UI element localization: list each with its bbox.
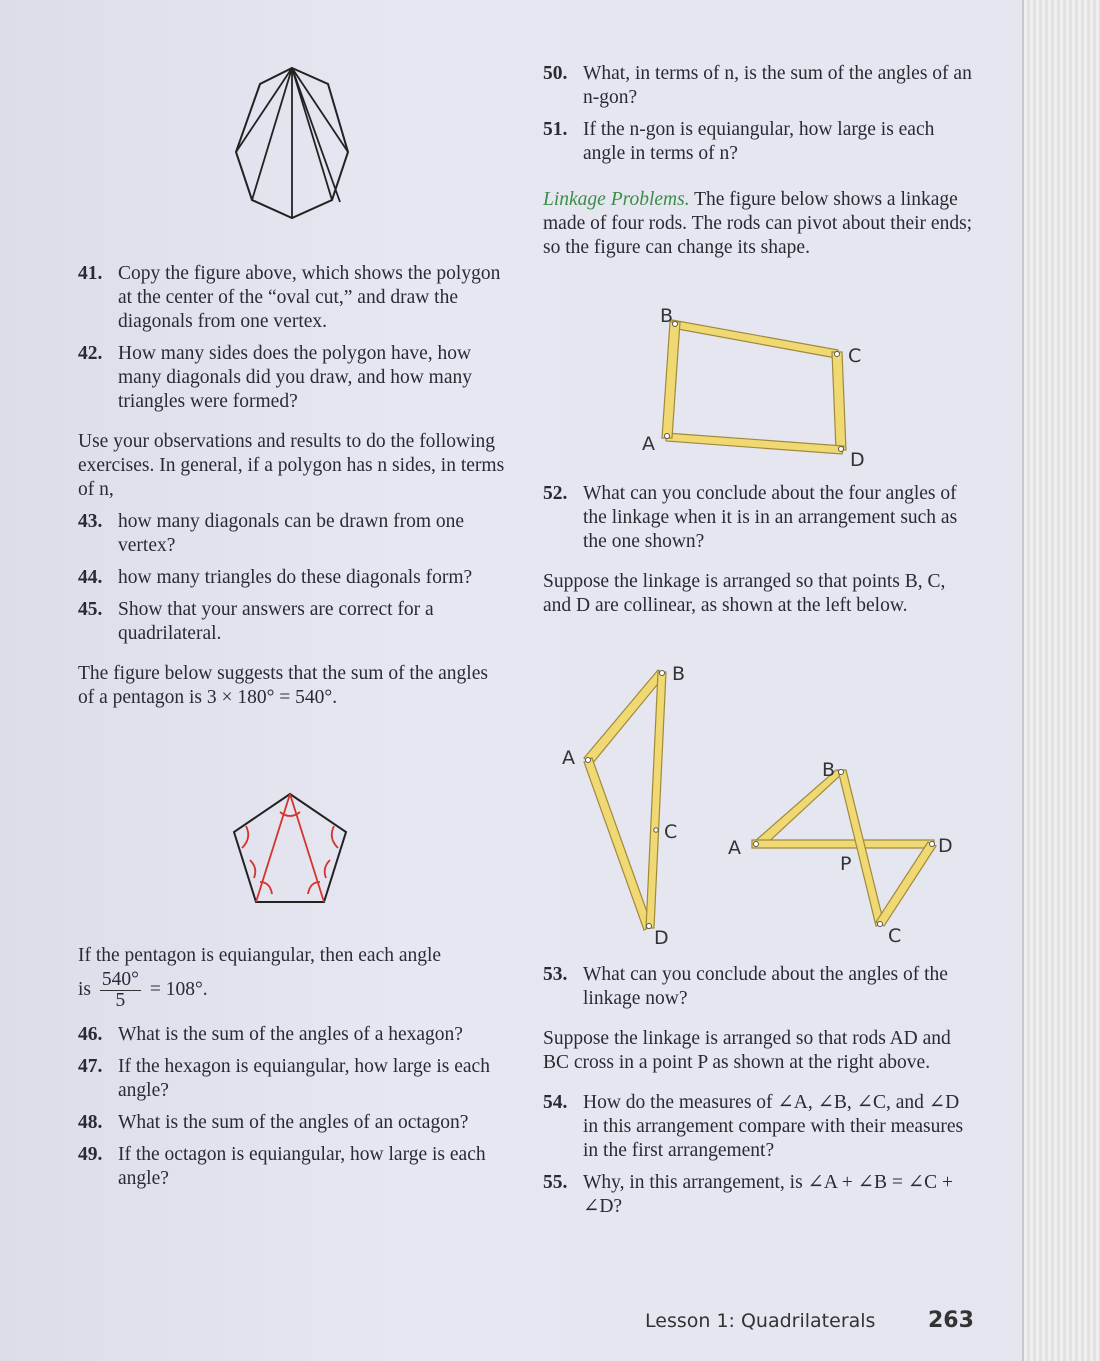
pentagon-paragraph: The figure below suggests that the sum of the angles of a pentagon is 3 × 180° = 540°. — [78, 663, 488, 708]
collinear-label-c: C — [664, 821, 678, 843]
collinear-label-d: D — [654, 927, 669, 949]
linkage-collinear-figure — [552, 660, 702, 950]
exercise-42: 42. How many sides does the polygon have, how many diagonals did you draw, and how many triangles were formed? — [78, 343, 472, 412]
exercise-50: 50. What, in terms of n, is the sum of the angles of an n-gon? — [543, 63, 972, 108]
page-edge — [1022, 0, 1100, 1361]
linkage-paragraph: Linkage Problems. The figure below shows a linkage made of four rods. The rods can pivot about their ends; so the figure can change its shape. — [543, 189, 973, 258]
page-number: 263 — [928, 1308, 974, 1333]
crossed-label-d: D — [938, 835, 953, 857]
linkage-heading: Linkage Problems. — [543, 189, 690, 210]
footer-lesson-title: Lesson 1: Quadrilaterals — [645, 1310, 876, 1332]
crossed-label-p: P — [840, 853, 852, 875]
crossed-label-c: C — [888, 925, 902, 947]
right-column-top — [543, 62, 973, 268]
intro-paragraph: Use your observations and results to do the following exercises. In general, if a polygon has n sides, in terms of n, — [78, 431, 505, 500]
exercise-46: 46. What is the sum of the angles of a hexagon? — [78, 1024, 463, 1045]
left-column-bottom — [78, 944, 508, 1199]
quad-label-a: A — [642, 433, 655, 455]
right-column-bottom — [543, 963, 973, 1227]
collinear-label-b: B — [672, 663, 686, 685]
linkage-crossed-figure — [722, 752, 962, 952]
collinear-paragraph: Suppose the linkage is arranged so that points B, C, and D are collinear, as shown at the left below. — [543, 571, 946, 616]
left-column-top — [78, 262, 508, 718]
exercise-47: 47. If the hexagon is equiangular, how large is each angle? — [78, 1056, 490, 1101]
exercise-49: 49. If the octagon is equiangular, how large is each angle? — [78, 1144, 486, 1189]
equiangular-paragraph: If the pentagon is equiangular, then each angle — [78, 945, 442, 966]
exercise-44: 44. how many triangles do these diagonals form? — [78, 567, 473, 588]
exercise-43: 43. how many diagonals can be drawn from one vertex? — [78, 511, 465, 556]
pentagon-figure — [228, 790, 352, 908]
exercise-51: 51. If the n-gon is equiangular, how large is each angle in terms of n? — [543, 119, 935, 164]
quad-label-b: B — [660, 305, 674, 327]
exercise-55: 55. Why, in this arrangement, is ∠A + ∠B = ∠C + ∠D? — [543, 1172, 953, 1217]
crossed-label-b: B — [822, 759, 836, 781]
exercise-52: 52. What can you conclude about the four angles of the linkage when it is in an arrangement such as the one shown? — [543, 483, 958, 552]
exercise-45: 45. Show that your answers are correct for a quadrilateral. — [78, 599, 434, 644]
quad-label-d: D — [850, 449, 865, 470]
crossed-label-a: A — [728, 837, 741, 859]
cross-paragraph: Suppose the linkage is arranged so that rods AD and BC cross in a point P as shown at the right above. — [543, 1028, 951, 1073]
collinear-label-a: A — [562, 747, 575, 769]
exercise-54: 54. How do the measures of ∠A, ∠B, ∠C, and ∠D in this arrangement compare with their measures in the first arrangement? — [543, 1092, 964, 1161]
exercise-53: 53. What can you conclude about the angles of the linkage now? — [543, 964, 948, 1009]
linkage-quadrilateral-figure — [636, 300, 876, 470]
quad-label-c: C — [848, 345, 862, 367]
right-column-middle — [543, 482, 973, 626]
octagon-diagonals-figure — [230, 62, 360, 222]
fraction-line: is $\frac{540^\circ}{5}$ = 108°. — [78, 969, 208, 1011]
exercise-41: 41. Copy the figure above, which shows the polygon at the center of the “oval cut,” and draw the diagonals from one vertex. — [78, 263, 501, 332]
fraction: $\frac{540^\circ}{5}$ — [101, 969, 139, 1011]
exercise-48: 48. What is the sum of the angles of an octagon? — [78, 1112, 469, 1133]
